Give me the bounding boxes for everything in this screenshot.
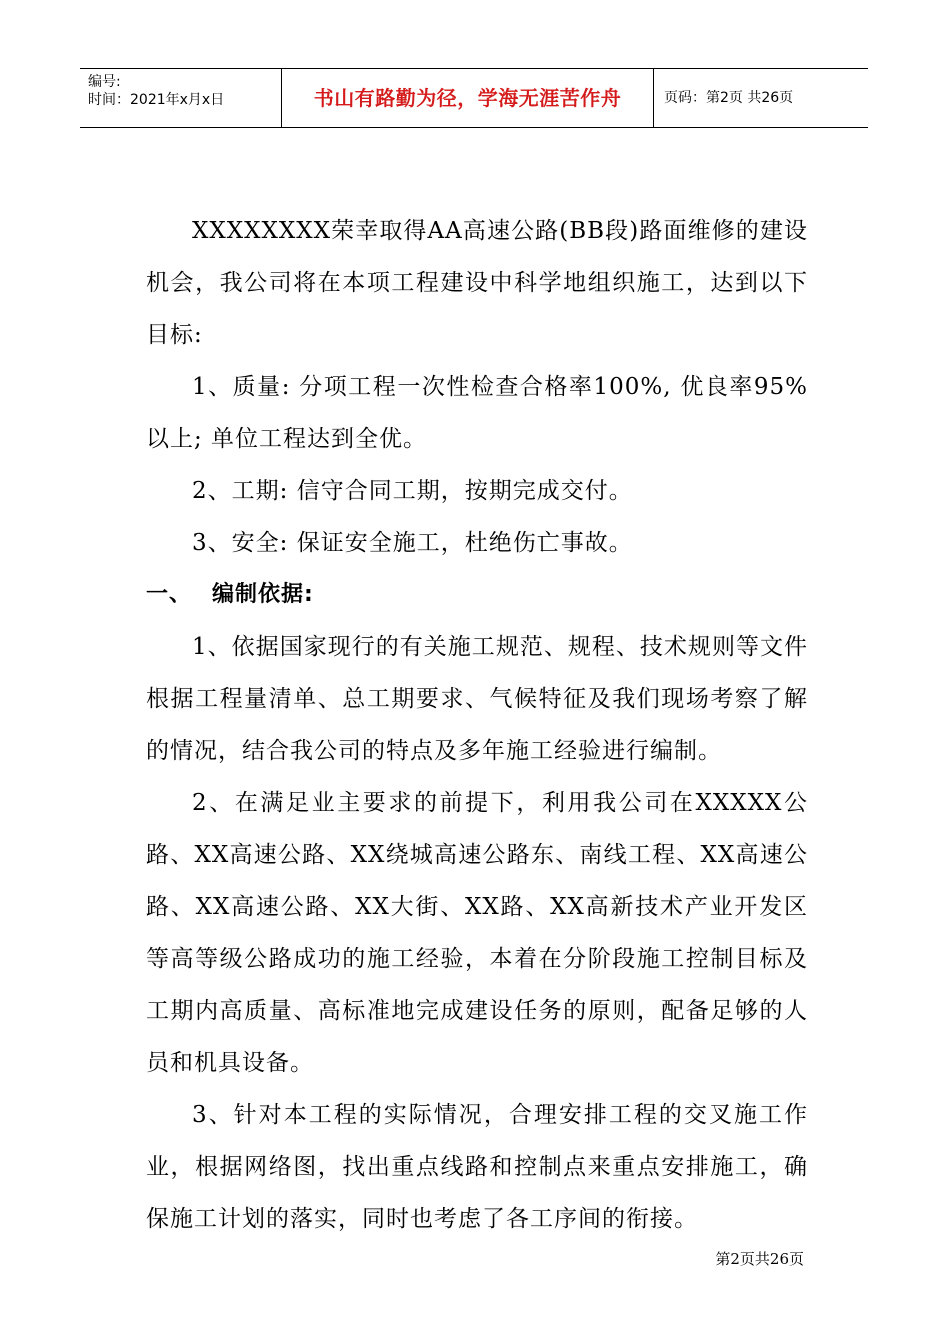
goal-safety-paragraph: 3、安全: 保证安全施工，杜绝伤亡事故。: [192, 530, 633, 556]
basis-paragraph-1: 1、依据国家现行的有关施工规范、规程、技术规则等文件根据工程量清单、总工期要求、气候特征及我们现场考察了解的情况，结合我公司的特点及多年施工经验进行编制。: [146, 634, 808, 764]
header-motto: 书山有路勤为径，学海无涯苦作舟: [313, 86, 622, 110]
section-title: 编制依据:: [212, 582, 314, 607]
document-time-label: 时间：2021年x月x日: [88, 92, 225, 108]
basis-paragraph-2: 2、在满足业主要求的前提下，利用我公司在XXXXX公路、XX高速公路、XX绕城高速公路东、南线工程、XX高速公路、XX高速公路、XX大街、XX路、XX高新技术产业开发区等高等级公路成功的施工经验，本着在分阶段施工控制目标及工期内高质量、高标准地完成建设任务的原则，配备足够的人员和机具设备。: [146, 790, 808, 1076]
page-footer: 第2页共26页: [715, 1250, 804, 1268]
document-header: [80, 68, 868, 128]
section-number: 一、: [146, 582, 193, 607]
header-page-label: 页码：第2页 共26页: [664, 90, 794, 106]
goal-schedule-paragraph: 2、工期: 信守合同工期，按期完成交付。: [192, 478, 633, 504]
header-motto-cell: [282, 69, 654, 127]
document-number-label: 编号:: [88, 74, 121, 90]
intro-paragraph: XXXXXXXX荣幸取得AA高速公路(BB段)路面维修的建设机会，我公司将在本项工程建设中科学地组织施工，达到以下目标:: [146, 218, 808, 348]
header-page-cell: [654, 69, 868, 127]
section-heading: [146, 569, 808, 621]
basis-paragraph-3: 3、针对本工程的实际情况，合理安排工程的交叉施工作业，根据网络图，找出重点线路和控制点来重点安排施工，确保施工计划的落实，同时也考虑了各工序间的衔接。: [146, 1102, 808, 1232]
document-body: [146, 205, 808, 1245]
goal-quality-paragraph: 1、质量: 分项工程一次性检查合格率100%, 优良率95%以上; 单位工程达到全优。: [146, 374, 808, 452]
header-meta: [80, 69, 282, 127]
